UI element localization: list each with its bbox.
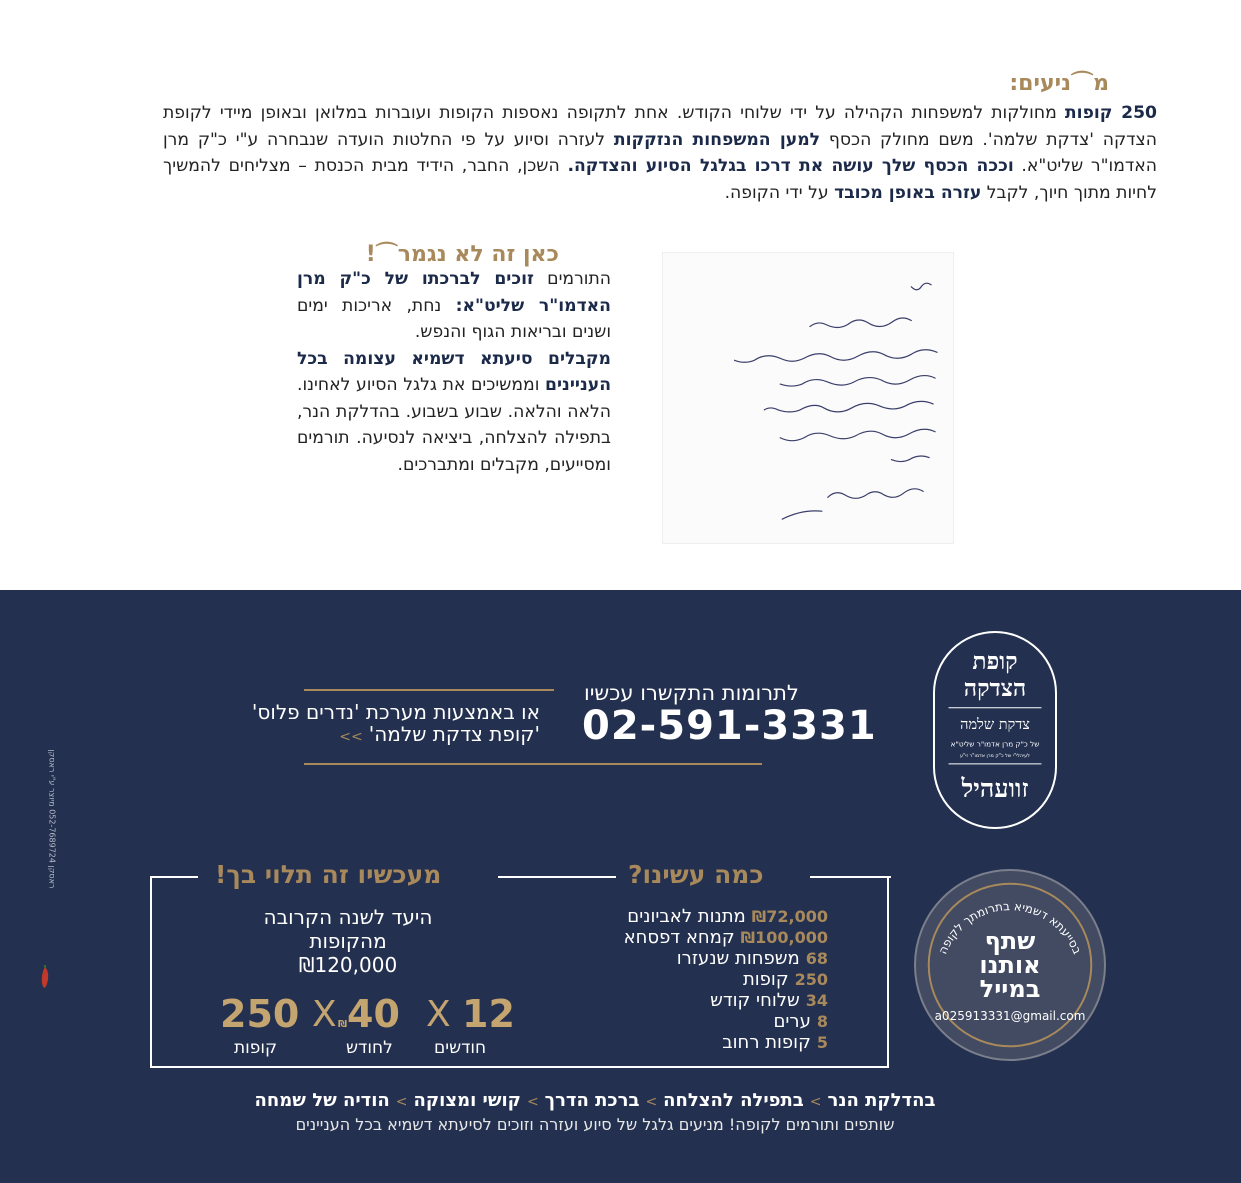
- boxes-caption: קופות: [234, 1038, 278, 1058]
- donation-label: לתרומות התקשרו עכשיו: [584, 681, 799, 705]
- stat-label: קופות רחוב: [722, 1032, 811, 1053]
- divider-bottom: [304, 763, 762, 765]
- stat-label: קופות: [742, 969, 789, 990]
- stat-row: [608, 1032, 828, 1053]
- nedarim-plus-line: או באמצעות מערכת 'נדרים פלוס': [251, 700, 540, 724]
- occasion-item: קושי ומצוקה: [413, 1090, 521, 1111]
- side-credit-text: ראסקן 052-7689724 מיוצר ע"י ראסקן: [47, 749, 57, 889]
- occasion-item: בהדלקת הנר: [827, 1090, 936, 1111]
- logo-line-4: של כ"ק מרן אדמו"ר שליט"א: [950, 739, 1040, 749]
- stat-row: [608, 927, 828, 948]
- goal-formula: [216, 992, 516, 1062]
- fund-name-line: [208, 722, 540, 746]
- separator-icon: >: [645, 1094, 658, 1110]
- logo-line-1: קופת: [972, 648, 1018, 676]
- separator-icon: >: [395, 1094, 408, 1110]
- box-border-right: [810, 876, 891, 878]
- stat-value: 68: [805, 949, 828, 968]
- badge-title-1: שתף: [984, 927, 1036, 955]
- separator-icon: >: [809, 1094, 822, 1110]
- stat-value: 8: [816, 1012, 828, 1031]
- box-border-middle: [498, 876, 616, 878]
- stat-label: ערים: [773, 1011, 811, 1032]
- email-link[interactable]: a025913331@gmail.com: [934, 1009, 1086, 1023]
- stat-label: קמחא דפסחא: [623, 927, 735, 948]
- logo-line-3: צדקת שלמה: [960, 717, 1030, 734]
- intro-paragraph: 250 קופות מחולקות למשפחות הקהילה על ידי שלוחי הקודש. אחת לתקופה נאספות הקופות ועוברות במלואן ובאופן מיידי לקופת הצדקה 'צדקת שלמה'. משם מחולק הכסף למען המשפחות הנזקקות לעזרה וסיוע על פי החלטות הועדה שנבחרה ע"י כ"ק מרן האדמו"ר שליט"א. וככה הכסף שלך עושה את דרכו בגלגל הסיוע והצדקה. השכן, החבר, הידיד מבית הכנסת – מצליחים להמשיך לחיות מתוך חיוך, לקבל עזרה באופן מכובד על ידי הקופה.: [163, 103, 1157, 203]
- monthly-caption: לחודש: [346, 1038, 393, 1058]
- blessing-paragraph-2: מקבלים סיעתא דשמיא עצומה בכל העניינים וממשיכים את גלגל הסיוע לאחינו. הלאה והלאה. שבוע בשבוע. בהדלקת הנר, בתפילה להצלחה, ביציאה לנסיעה. תורמים ומסייעים, מקבלים ומתברכים.: [297, 348, 611, 475]
- handwritten-letter-icon: [663, 253, 953, 543]
- occasion-item: ברכת הדרך: [544, 1090, 640, 1111]
- top-section: [0, 0, 1241, 590]
- stat-row: [608, 906, 828, 927]
- footer-tagline: שותפים ותורמים לקופה! מניעים גלגל של סיוע ועזרה וזוכים לסיעתא דשמיא בכל העניינים: [295, 1115, 895, 1134]
- stat-value: 34: [805, 991, 828, 1010]
- fund-name: 'קופת צדקת שלמה': [368, 722, 540, 746]
- stat-row: [608, 1011, 828, 1032]
- months-caption: חודשים: [434, 1038, 487, 1058]
- side-credit: [37, 749, 61, 990]
- months-number: 12: [462, 992, 515, 1036]
- boxes-number: 250: [220, 992, 300, 1036]
- badge-arc-text: בסייעתא דשמיא בתרומתך לקופה: [935, 899, 1085, 957]
- goal-line-2: מהקופות: [309, 929, 387, 953]
- goal-title: מעכשיו זה תלוי בך!: [215, 860, 442, 889]
- handwritten-letter-image: [662, 252, 954, 544]
- tzedakah-logo-icon: [935, 633, 1055, 827]
- stat-row: [608, 990, 828, 1011]
- stat-label: מתנות לאביונים: [627, 906, 746, 927]
- blessing-text: [297, 266, 611, 478]
- goal-amount: ₪120,000: [298, 953, 398, 977]
- stat-row: [608, 948, 828, 969]
- logo-line-2: הצדקה: [963, 675, 1027, 703]
- stat-value: ₪72,000: [751, 907, 828, 926]
- stats-title: כמה עשינו?: [628, 860, 764, 889]
- monthly-amount: 40: [347, 992, 400, 1036]
- goal-line-1: היעד לשנה הקרובה: [263, 905, 433, 929]
- sub-title: כאן זה לא נגמר⌒!: [365, 242, 559, 267]
- occasions-list: [0, 1090, 1190, 1111]
- phone-number[interactable]: 02-591-3331: [582, 703, 877, 749]
- occasion-item: הודיה של שמחה: [254, 1090, 390, 1111]
- goal-description: [220, 905, 476, 977]
- stat-row: [608, 969, 828, 990]
- tzedakah-logo: [933, 631, 1057, 829]
- stat-value: 250: [794, 970, 828, 989]
- times-sign: X: [426, 994, 451, 1035]
- stat-value: ₪100,000: [740, 928, 828, 947]
- blessing-paragraph-1: התורמים זוכים לברכתו של כ"ק מרן האדמו"ר שליט"א: נחת, אריכות ימים ושנים ובריאות הגוף והנפש.: [297, 269, 612, 342]
- box-border-left: [150, 876, 198, 878]
- stats-list: [608, 906, 828, 1053]
- times-sign: X: [312, 994, 337, 1035]
- badge-title-2: אותנו: [979, 951, 1041, 979]
- stat-value: 5: [816, 1033, 828, 1052]
- logo-line-6: זוועהיל: [961, 772, 1029, 803]
- stat-label: משפחות שנעזרו: [676, 948, 800, 969]
- badge-title: [916, 929, 1104, 1001]
- arrow-icon: >>: [339, 729, 363, 745]
- stat-label: שלוחי קודש: [710, 990, 800, 1011]
- email-badge[interactable]: [914, 869, 1106, 1061]
- shekel-sign: ₪: [338, 1019, 348, 1030]
- badge-title-3: במייל: [979, 975, 1041, 1003]
- occasion-item: בתפילה להצלחה: [663, 1090, 804, 1111]
- chili-icon: [40, 965, 50, 989]
- divider-top: [304, 689, 554, 691]
- logo-line-5: לעיהלי"י של כ"ק מרן אדמו"ר זי"ע: [960, 754, 1030, 760]
- separator-icon: >: [526, 1094, 539, 1110]
- section-title: מ⌒ניעים:: [1009, 71, 1109, 96]
